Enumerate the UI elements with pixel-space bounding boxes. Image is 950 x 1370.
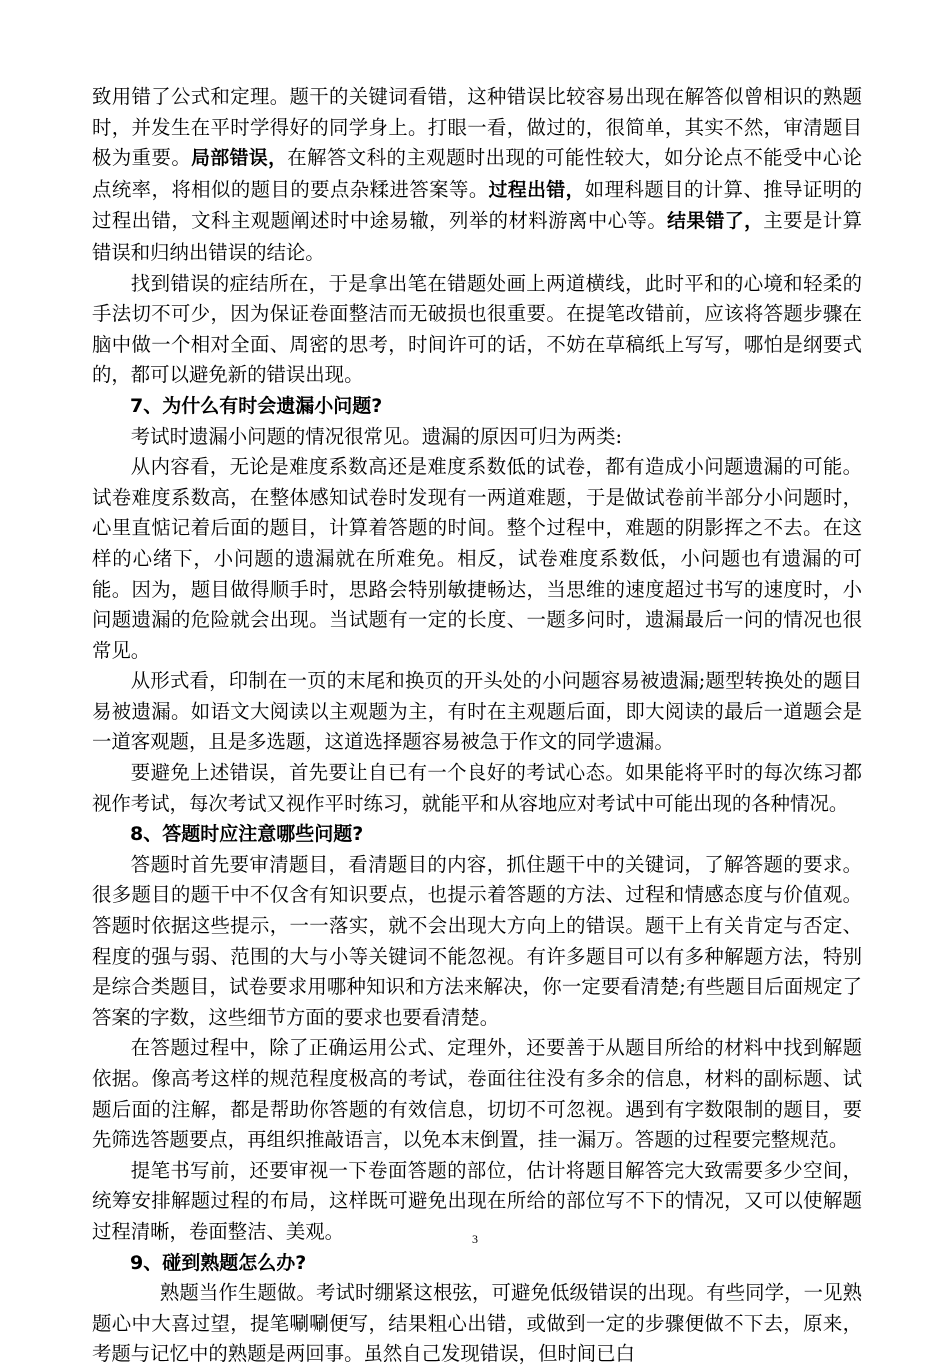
section-heading-8: 8、答题时应注意哪些问题? [130, 823, 364, 846]
paragraph-answer-process: 在答题过程中，除了正确运用公式、定理外，还要善于从题目所给的材料中找到解题依据。像高考这样的规范程度极高的考试，卷面往往没有多余的信息，材料的副标题、试题后面的注解，都是帮助你答题的有效信息，切切不可忽视。遇到有字数限制的题目，要先筛选答题要点，再组织推敲语言，以免本末倒置，挂一漏万。答题的过程要完整规范。 [92, 1036, 862, 1152]
section-heading-9: 9、碰到熟题怎么办? [130, 1251, 307, 1274]
text-segment: 如理科题目的计算、推导证明的过程出错，文科主观题阐述时中途易辙，列举的材料游离中心等。 [92, 177, 863, 233]
text-segment: 致用错了公式和定理。题干的关键词看错，这种错误比较容易出现在解答似曾相识的熟题时，并发生在平时学得好的同学身上。打眼一看，做过的，很简单，其实不然，审清题目极为重要。 [92, 85, 862, 170]
paragraph-omission-avoid: 要避免上述错误，首先要让自已有一个良好的考试心态。如果能将平时的每次练习都视作考试，每次考试又视作平时练习，就能平和从容地应对考试中可能出现的各种情况。 [92, 761, 862, 815]
bold-term-result-error: 结果错了， [667, 211, 764, 233]
paragraph-omission-content: 从内容看，无论是难度系数高还是难度系数低的试卷，都有造成小问题遗漏的可能。试卷难度系数高，在整体感知试卷时发现有一两道难题，于是做试卷前半部分小问题时，心里直惦记着后面的题目，计算着答题的时间。整个过程中，难题的阴影挥之不去。在这样的心绪下，小问题的遗漏就在所难免。相反，试卷难度系数低，小问题也有遗漏的可能。因为，题目做得顺手时，思路会特别敏捷畅达，当思维的速度超过书写的速度时，小问题遗漏的危险就会出现。当试题有一定的长度、一题多问时，遗漏最后一问的情况也很常见。 [92, 455, 862, 662]
paragraph-omission-form: 从形式看，印制在一页的末尾和换页的开头处的小问题容易被遗漏;题型转换处的题目易被遗漏。如语文大阅读以主观题为主，有时在主观题后面，即大阅读的最后一道题会是一道客观题，且是多选题，这道选择题容易被急于作文的同学遗漏。 [92, 669, 862, 754]
text-segment: 主要是计算错误和归纳出错误的结论。 [92, 209, 863, 264]
bold-term-local-error: 局部错误， [191, 148, 288, 170]
page-number: 3 [472, 1232, 478, 1246]
paragraph-omission-intro: 考试时遗漏小问题的情况很常见。遗漏的原因可归为两类: [130, 424, 623, 448]
text-segment: 在解答文科的主观题时出现的可能性较大，如分论点不能受中心论点统率，将相似的题目的要点杂糅进答案等。 [92, 146, 863, 201]
paragraph-correcting-errors: 找到错误的症结所在，于是拿出笔在错题处画上两道横线，此时平和的心境和轻柔的手法切不可少，因为保证卷面整洁而无破损也很重要。在提笔改错前，应该将答题步骤在脑中做一个相对全面、周密的思考，时间许可的话，不妨在草稿纸上写写，哪怕是纲要式的，都可以避免新的错误出现。 [92, 271, 862, 387]
paragraph-error-types [92, 82, 862, 269]
paragraph-answer-layout: 提笔书写前，还要审视一下卷面答题的部位，估计将题目解答完大致需要多少空间，统筹安排解题过程的布局，这样既可避免出现在所给的部位写不下的情况，又可以使解题过程清晰，卷面整洁、美观。 [92, 1158, 862, 1243]
paragraph-answer-review: 答题时首先要审清题目，看清题目的内容，抓住题干中的关键词，了解答题的要求。很多题目的题干中不仅含有知识要点，也提示着答题的方法、过程和情感态度与价值观。答题时依据这些提示，一一落实，就不会出现大方向上的错误。题干上有关肯定与否定、程度的强与弱、范围的大与小等关键词不能忽视。有许多题目可以有多种解题方法，特别是综合类题目，试卷要求用哪种知识和方法来解决，你一定要看清楚;有些题目后面规定了答案的字数，这些细节方面的要求也要看清楚。 [92, 852, 862, 1029]
paragraph-familiar-questions: 熟题当作生题做。考试时绷紧这根弦，可避免低级错误的出现。有些同学，一见熟题心中大喜过望，提笔唰唰便写，结果粗心出错，或做到一定的步骤便做不下去，原来，考题与记忆中的熟题是两回事。虽然自己发现错误，但时间已白 [92, 1281, 862, 1366]
section-heading-7: 7、为什么有时会遗漏小问题? [130, 394, 383, 417]
document-page [92, 82, 862, 1370]
bold-term-process-error: 过程出错， [488, 179, 585, 201]
